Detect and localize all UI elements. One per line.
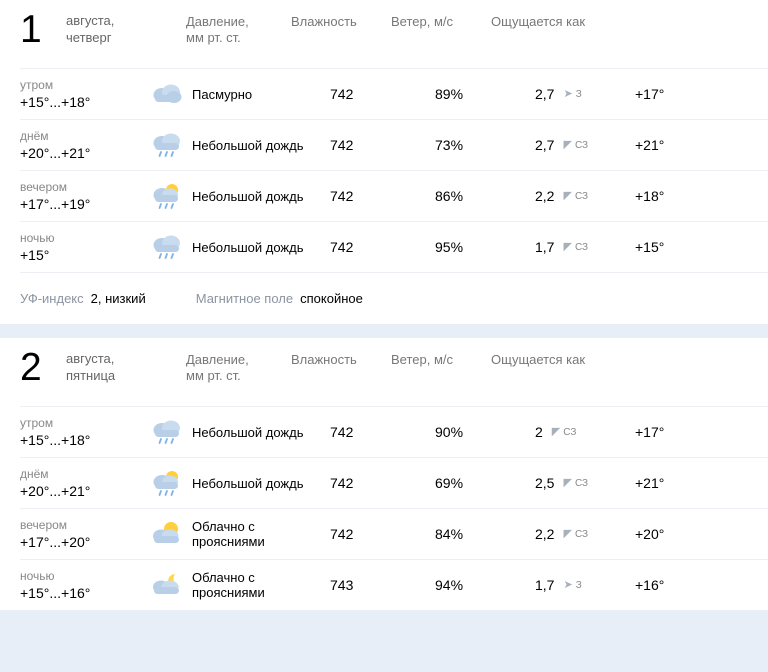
row-wind-direction	[552, 426, 577, 439]
row-condition-text: Небольшой дождь	[192, 188, 304, 204]
row-wind-direction	[563, 477, 588, 490]
rain-icon	[150, 232, 184, 262]
row-pressure: 742	[330, 86, 354, 102]
row-feels-like: +17°	[635, 86, 665, 102]
header-pressure	[186, 14, 291, 46]
row-wind	[535, 86, 635, 102]
row-pressure: 742	[330, 526, 354, 542]
header-pressure	[186, 352, 291, 384]
row-condition	[150, 232, 330, 262]
arrow-up-left-icon: ◤	[563, 138, 572, 151]
arrow-up-left-icon: ◤	[563, 240, 572, 253]
row-pressure: 742	[330, 137, 354, 153]
row-wind	[535, 475, 635, 491]
row-pressure: 742	[330, 424, 354, 440]
row-wind-direction	[563, 88, 581, 101]
table-row[interactable]	[20, 508, 768, 559]
row-condition	[150, 519, 330, 549]
row-time-label: ночью	[20, 568, 55, 583]
arrow-up-left-icon: ◤	[563, 476, 572, 489]
row-wind-dir-label: СЗ	[574, 241, 589, 253]
header-pressure-line2: мм рт. ст.	[186, 368, 241, 383]
table-row[interactable]	[20, 559, 768, 610]
row-time-temp	[20, 78, 150, 111]
arrow-up-left-icon: ◤	[563, 189, 572, 202]
row-condition-text: Небольшой дождь	[192, 424, 304, 440]
header-feels-like: Ощущается как	[491, 14, 586, 29]
row-condition	[150, 570, 330, 600]
row-time-temp	[20, 518, 150, 551]
day-2-date	[66, 350, 186, 384]
day-2-rows	[0, 406, 768, 610]
cloudy-icon	[150, 79, 184, 109]
row-humidity: 73%	[435, 137, 464, 153]
row-condition	[150, 417, 330, 447]
row-time-label: утром	[20, 415, 54, 430]
row-wind-direction	[563, 190, 588, 203]
magnetic-field-label: Магнитное поле	[195, 291, 294, 306]
rain-icon	[150, 130, 184, 160]
day-2-number: 2	[20, 346, 41, 389]
row-humidity: 95%	[435, 239, 464, 255]
sun-cloud-icon	[150, 519, 184, 549]
row-time-temp	[20, 180, 150, 213]
row-time-label: днём	[20, 466, 49, 481]
magnetic-field-value: спокойное	[300, 291, 363, 306]
row-time-label: ночью	[20, 230, 55, 245]
day-2-month: августа,	[66, 351, 115, 366]
row-humidity: 86%	[435, 188, 464, 204]
header-wind: Ветер, м/с	[391, 352, 454, 367]
row-wind-direction	[563, 139, 588, 152]
row-condition-text: Небольшой дождь	[192, 475, 304, 491]
arrow-right-icon: ➤	[563, 87, 573, 100]
day-1-number: 1	[20, 8, 41, 51]
row-humidity: 90%	[435, 424, 464, 440]
sun-rain-icon	[150, 468, 184, 498]
row-feels-like: +16°	[635, 577, 665, 593]
row-wind-dir-label: СЗ	[574, 190, 589, 202]
header-humidity: Влажность	[291, 14, 357, 29]
header-wind: Ветер, м/с	[391, 14, 454, 29]
row-time-label: утром	[20, 77, 54, 92]
row-humidity: 89%	[435, 86, 464, 102]
row-wind	[535, 424, 635, 440]
row-wind-dir-label: З	[575, 579, 582, 591]
row-condition-text: Пасмурно	[192, 86, 253, 102]
row-feels-like: +15°	[635, 239, 665, 255]
row-wind-speed: 2,2	[535, 526, 555, 542]
row-condition	[150, 130, 330, 160]
row-time-label: вечером	[20, 179, 68, 194]
row-temperature: +15°	[20, 246, 50, 263]
table-row[interactable]	[20, 221, 768, 272]
row-time-temp	[20, 231, 150, 264]
row-time-label: вечером	[20, 517, 68, 532]
table-row[interactable]	[20, 170, 768, 221]
arrow-up-left-icon: ◤	[551, 425, 561, 438]
day-1-footer	[20, 272, 768, 324]
row-condition	[150, 79, 330, 109]
row-time-temp	[20, 416, 150, 449]
row-temperature: +15°...+18°	[20, 93, 91, 110]
day-card-1	[0, 0, 768, 324]
day-1-weekday: четверг	[66, 30, 112, 45]
row-wind-dir-label: З	[575, 88, 582, 100]
row-wind-speed: 1,7	[535, 239, 555, 255]
row-wind-dir-label: СЗ	[574, 477, 589, 489]
header-pressure-line1: Давление,	[186, 14, 249, 29]
row-wind-dir-label: СЗ	[563, 426, 577, 438]
row-wind-speed: 2,5	[535, 475, 555, 491]
day-1-column-headers	[186, 14, 601, 46]
day-1-month: августа,	[66, 13, 115, 28]
row-wind-speed: 1,7	[535, 577, 555, 593]
arrow-up-left-icon: ◤	[563, 527, 572, 540]
row-time-temp	[20, 129, 150, 162]
table-row[interactable]	[20, 68, 768, 119]
row-wind	[535, 577, 635, 593]
header-feels-like: Ощущается как	[491, 352, 586, 367]
row-wind	[535, 239, 635, 255]
moon-cloud-icon	[150, 570, 184, 600]
row-pressure: 742	[330, 239, 354, 255]
card-divider	[0, 324, 768, 338]
row-feels-like: +18°	[635, 188, 665, 204]
row-feels-like: +20°	[635, 526, 665, 542]
row-temperature: +20°...+21°	[20, 144, 91, 161]
row-condition-text: Облачно с проясниями	[192, 570, 265, 600]
row-condition	[150, 468, 330, 498]
day-1-rows	[0, 68, 768, 272]
row-feels-like: +21°	[635, 475, 665, 491]
row-wind-direction	[563, 528, 588, 541]
header-pressure-line1: Давление,	[186, 352, 249, 367]
row-wind-direction	[563, 241, 588, 254]
day-1-header	[0, 0, 768, 68]
row-wind-speed: 2	[535, 424, 543, 440]
row-wind-direction	[563, 579, 581, 592]
table-row[interactable]	[20, 406, 768, 457]
row-pressure: 743	[330, 577, 354, 593]
uv-index-label: УФ-индекс	[20, 291, 84, 306]
day-2-column-headers	[186, 352, 601, 384]
row-temperature: +15°...+18°	[20, 431, 91, 448]
row-time-label: днём	[20, 128, 49, 143]
rain-icon	[150, 417, 184, 447]
row-humidity: 69%	[435, 475, 464, 491]
day-2-header	[0, 338, 768, 406]
table-row[interactable]	[20, 457, 768, 508]
uv-index-value: 2, низкий	[90, 291, 146, 306]
row-time-temp	[20, 467, 150, 500]
row-temperature: +17°...+20°	[20, 533, 91, 550]
row-wind-speed: 2,7	[535, 137, 555, 153]
row-wind-speed: 2,7	[535, 86, 555, 102]
row-feels-like: +21°	[635, 137, 665, 153]
row-humidity: 94%	[435, 577, 464, 593]
row-temperature: +20°...+21°	[20, 482, 91, 499]
row-condition-text: Облачно с проясниями	[192, 519, 265, 549]
row-pressure: 742	[330, 475, 354, 491]
arrow-right-icon: ➤	[563, 578, 573, 591]
row-temperature: +15°...+16°	[20, 584, 91, 601]
day-card-2	[0, 338, 768, 610]
row-wind-dir-label: СЗ	[574, 528, 589, 540]
row-wind	[535, 188, 635, 204]
sun-rain-icon	[150, 181, 184, 211]
row-condition-text: Небольшой дождь	[192, 239, 304, 255]
row-wind-dir-label: СЗ	[574, 139, 589, 151]
row-time-temp	[20, 569, 150, 602]
row-condition	[150, 181, 330, 211]
header-humidity: Влажность	[291, 352, 357, 367]
row-temperature: +17°...+19°	[20, 195, 91, 212]
row-humidity: 84%	[435, 526, 464, 542]
day-1-date	[66, 12, 186, 46]
row-condition-text: Небольшой дождь	[192, 137, 304, 153]
table-row[interactable]	[20, 119, 768, 170]
header-pressure-line2: мм рт. ст.	[186, 30, 241, 45]
row-wind-speed: 2,2	[535, 188, 555, 204]
row-pressure: 742	[330, 188, 354, 204]
row-feels-like: +17°	[635, 424, 665, 440]
day-2-weekday: пятница	[66, 368, 116, 383]
row-wind	[535, 137, 635, 153]
row-wind	[535, 526, 635, 542]
